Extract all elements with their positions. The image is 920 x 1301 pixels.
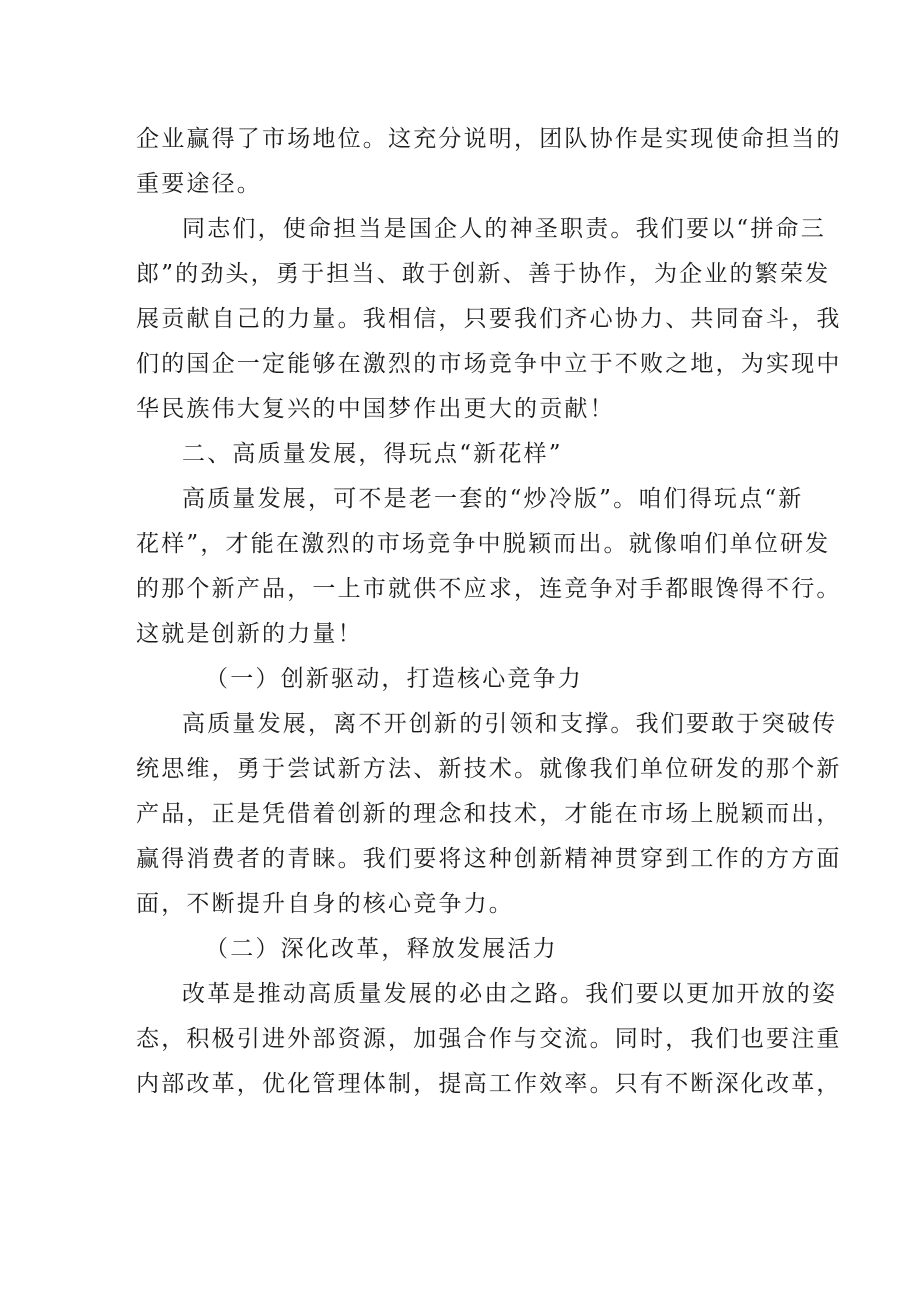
text-line: 赢得消费者的青睐。我们要将这种创新精神贯穿到工作的方方面 xyxy=(136,846,842,872)
text-line: 态，积极引进外部资源，加强合作与交流。同时，我们也要注重 xyxy=(136,1026,842,1052)
subsection-heading: （二）深化改革，释放发展活力 xyxy=(205,936,558,962)
section-heading: 二、高质量发展，得玩点“新花样” xyxy=(182,441,563,467)
paragraph-first-line: 高质量发展，可不是老一套的“炒冷版”。咱们得玩点“新 xyxy=(182,486,804,512)
paragraph-first-line: 改革是推动高质量发展的必由之路。我们要以更加开放的姿 xyxy=(182,981,838,1007)
paragraph-first-line: 同志们，使命担当是国企人的神圣职责。我们要以“拼命三 xyxy=(182,216,826,242)
paragraph-first-line: 高质量发展，离不开创新的引领和支撑。我们要敢于突破传 xyxy=(182,711,838,737)
subsection-heading: （一）创新驱动，打造核心竞争力 xyxy=(205,666,583,692)
text-line: 面，不断提升自身的核心竞争力。 xyxy=(136,891,514,917)
text-line: 重要途径。 xyxy=(136,171,262,197)
text-line: 内部改革，优化管理体制，提高工作效率。只有不断深化改革， xyxy=(136,1071,842,1097)
document-page xyxy=(136,117,842,1107)
text-line: 展贡献自己的力量。我相信，只要我们齐心协力、共同奋斗，我 xyxy=(136,306,842,332)
text-line: 华民族伟大复兴的中国梦作出更大的贡献！ xyxy=(136,396,615,422)
text-line: 这就是创新的力量！ xyxy=(136,621,363,647)
text-line: 产品，正是凭借着创新的理念和技术，才能在市场上脱颖而出， xyxy=(136,801,842,827)
text-line: 郎”的劲头，勇于担当、敢于创新、善于协作，为企业的繁荣发 xyxy=(136,261,831,287)
text-line: 统思维，勇于尝试新方法、新技术。就像我们单位研发的那个新 xyxy=(136,756,842,782)
text-line: 企业赢得了市场地位。这充分说明，团队协作是实现使命担当的 xyxy=(136,126,842,152)
text-line: 们的国企一定能够在激烈的市场竞争中立于不败之地，为实现中 xyxy=(136,351,842,377)
text-line: 花样”，才能在激烈的市场竞争中脱颖而出。就像咱们单位研发 xyxy=(136,531,831,557)
text-line: 的那个新产品，一上市就供不应求，连竞争对手都眼馋得不行。 xyxy=(136,576,842,602)
